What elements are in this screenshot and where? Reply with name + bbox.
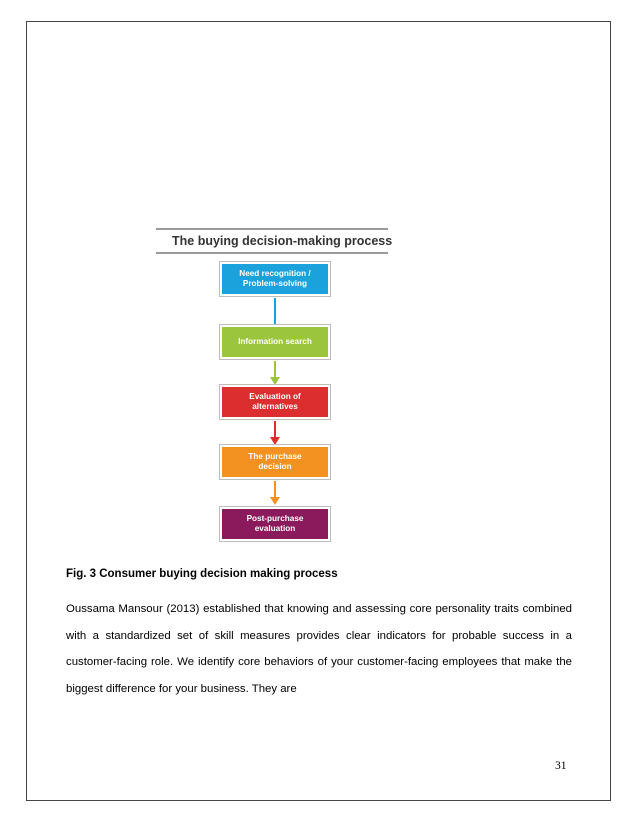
arrow-down-icon: [274, 361, 276, 383]
arrow-down-icon: [274, 421, 276, 443]
arrow-down-icon: [274, 481, 276, 503]
body-paragraph: Oussama Mansour (2013) established that knowing and assessing core personality traits combined with a standardized set of skill measures provides clear indicators for probable success in a customer-facing role. We identify core behaviors of your customer-facing employees that make the biggest difference for your business. They are: [66, 603, 572, 695]
step-need-recognition: Need recognition / Problem-solving: [220, 262, 330, 296]
step-information-search: Information search: [220, 325, 330, 359]
diagram-title-bar: [156, 228, 393, 254]
page-number: 31: [555, 760, 567, 772]
diagram-title: The buying decision-making process: [172, 234, 393, 248]
step-post-purchase-evaluation: Post-purchase evaluation: [220, 507, 330, 541]
figure-caption: Fig. 3 Consumer buying decision making process: [66, 568, 338, 580]
step-purchase-decision: The purchase decision: [220, 445, 330, 479]
step-evaluation-of-alternatives: Evaluation of alternatives: [220, 385, 330, 419]
buying-process-diagram: [156, 228, 393, 546]
